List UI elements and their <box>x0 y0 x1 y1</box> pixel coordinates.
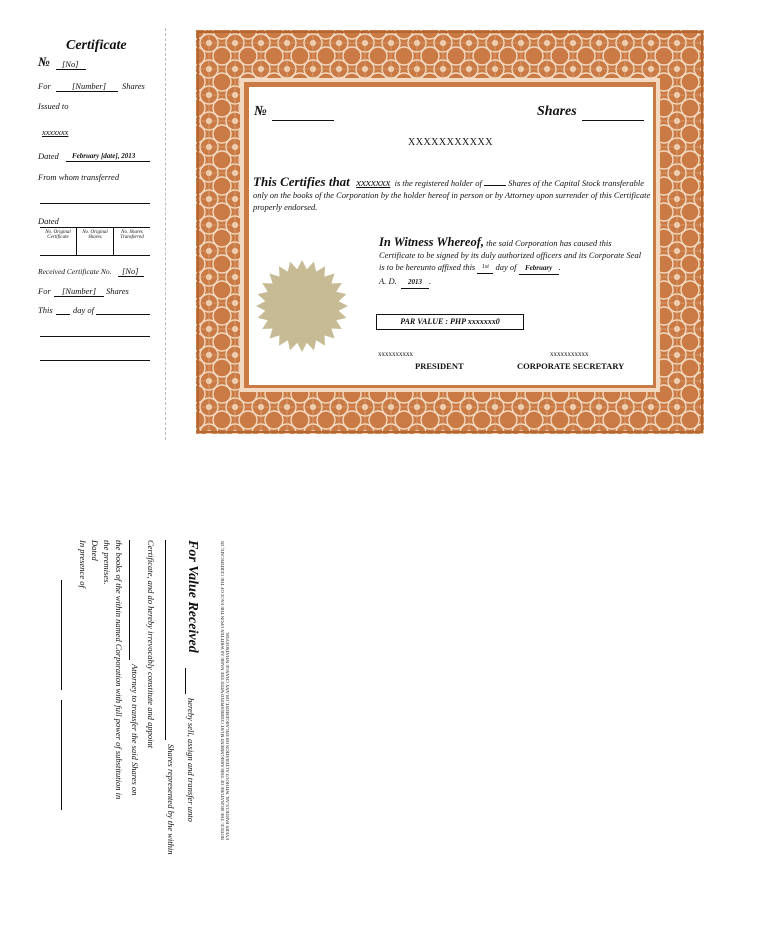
par-value: PAR VALUE : PHP xxxxxxx0 <box>376 314 524 330</box>
holder-name: xxxxxxx <box>356 177 391 189</box>
stub-issued-to-label: Issued to <box>38 101 69 111</box>
certifies-text: Shares of the Capital Stock transferable only on the books of the Corporation by the holder hereof in person or by Attorney upon surrender of this Certificate properly endorsed. <box>253 178 651 212</box>
table-header: No. Original Shares <box>82 230 108 240</box>
table-header: No. Original Certificate <box>45 230 71 240</box>
back-presence: In presence of <box>78 540 88 588</box>
stub-for2-label: For <box>38 286 51 296</box>
witness-ad: A. D. <box>379 276 397 286</box>
certificate-stub <box>0 0 165 430</box>
stub-dated-value: February [date], 2013 <box>72 152 136 160</box>
stub-transfer-table <box>40 227 150 256</box>
certificate-no-label: № <box>254 104 267 119</box>
stub-from-whom-label: From whom transferred <box>38 172 120 182</box>
stub-dated-label: Dated <box>38 151 59 161</box>
stub-shares2-label: Shares <box>106 286 129 296</box>
stub-for2-value: [Number] <box>62 286 97 296</box>
witness-text: the said Corporation has caused this Certificate to be signed by its duly authorized officers and its Corporate Seal is to be hereunto affixed this <box>379 238 642 272</box>
back-line: the premises. <box>102 540 112 585</box>
corporate-seal-icon <box>254 258 350 354</box>
witness-year: 2013 <box>401 276 429 289</box>
stub-day-of-label: day of <box>73 305 95 315</box>
certificate-shares-label: Shares <box>537 104 577 119</box>
secretary-code: xxxxxxxxxxx <box>550 350 589 358</box>
witness-month: February <box>519 262 559 275</box>
certifies-heading: This Certifies that <box>253 174 350 189</box>
back-dated: Dated <box>90 540 100 561</box>
certifies-paragraph <box>253 176 653 213</box>
president-title: PRESIDENT <box>415 361 464 371</box>
stub-received-value: [No] <box>122 266 139 276</box>
back-line: Shares represented by the within <box>166 744 176 855</box>
witness-heading: In Witness Whereof, <box>379 235 485 249</box>
stub-issued-to-value: xxxxxxx <box>42 127 69 137</box>
back-heading: For Value Received <box>185 540 200 653</box>
stub-title: Certificate <box>66 38 127 53</box>
holder-code: XXXXXXXXXXX <box>408 137 493 148</box>
stub-for-label: For <box>38 81 51 91</box>
back-line: the books of the within named Corporation with full power of substitution in <box>114 540 124 800</box>
certifies-text: is the registered holder of <box>394 178 482 188</box>
witness-paragraph: In Witness Whereof, the said Corporation has caused this Certificate to be signed by its duly authorized officers and its Corporate Seal is to be hereunto affixed this 1st day of February . A. D. 2013 . <box>379 236 644 289</box>
stub-this-label: This <box>38 305 53 315</box>
stub-no-value: [No] <box>62 59 79 69</box>
back-line: Certificate, and do hereby irrevocably constitute and appoint <box>146 540 156 749</box>
president-code: xxxxxxxxxx <box>378 350 413 358</box>
perforation-divider <box>165 28 166 440</box>
back-notice: NOTICE: THE SIGNATURE OF THIS ASSIGNMENT MUST CORRESPOND WITH THE NAME AS WRITTEN UPON THE FACE OF THE CERTIFICATE, IN EVERY PARTICULAR, WITHOUT ALTERATION OR ENLARGEMENT, OR ANY CHANGE WHATSOEVER. <box>220 541 230 840</box>
witness-text: day of <box>495 262 517 272</box>
stub-received-label: Received Certificate No. <box>38 267 112 276</box>
witness-day: 1st <box>477 261 493 274</box>
table-header: No. Shares Transferred <box>120 230 144 240</box>
stock-certificate <box>196 30 704 434</box>
stub-for-value: [Number] <box>72 81 107 91</box>
stub-no-label: № <box>38 54 50 69</box>
back-line: hereby sell, assign and transfer unto <box>186 698 196 822</box>
stub-shares-label: Shares <box>122 81 145 91</box>
back-line: Attorney to transfer the said Shares on <box>130 664 140 796</box>
secretary-title: CORPORATE SECRETARY <box>517 361 625 371</box>
stub-dated2-label: Dated <box>38 216 59 226</box>
assignment-back <box>30 540 230 860</box>
